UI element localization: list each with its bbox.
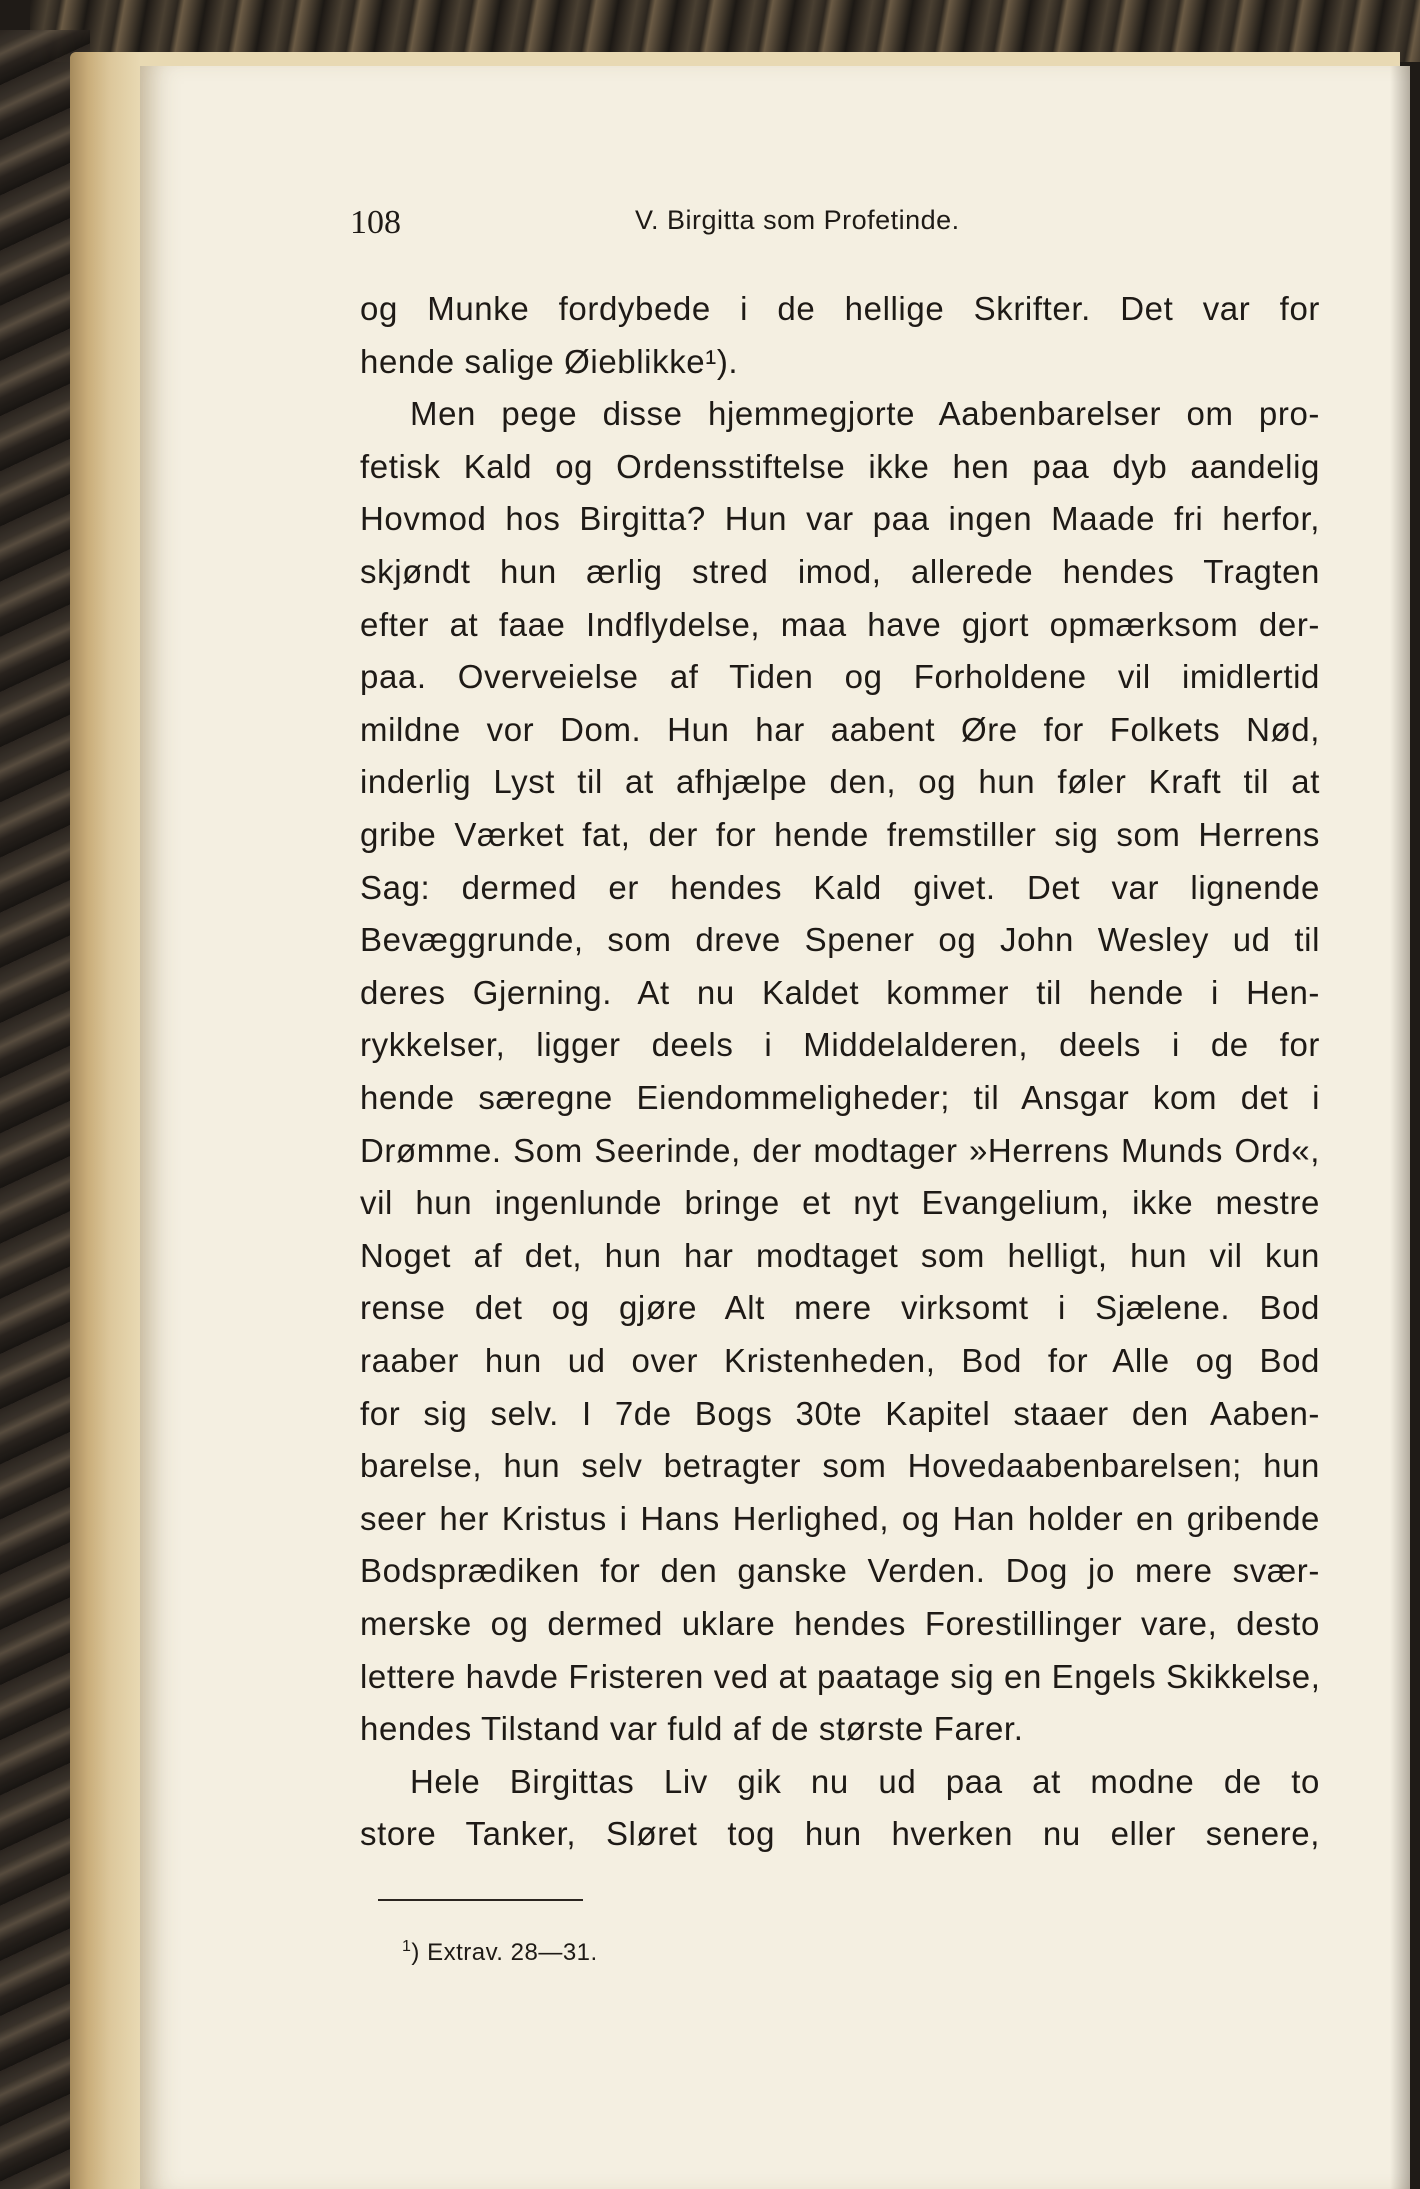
footnote-marker: 1 — [402, 1938, 412, 1955]
text-line: Drømme. Som Seerinde, der modtager »Herrens Munds Ord«, — [360, 1131, 1320, 1169]
text-line: merske og dermed uklare hendes Forestillinger vare, desto — [360, 1605, 1320, 1642]
text-line: lettere havde Fristeren ved at paatage sig en Engels Skikkelse, — [360, 1657, 1321, 1695]
chapter-heading: V. Birgitta som Profetinde. — [635, 205, 960, 235]
text-line: Noget af det, hun har modtaget som helligt, hun vil kun — [360, 1236, 1320, 1274]
text-line: gribe Værket fat, der for hende fremstiller sig som Herrens — [360, 816, 1320, 853]
text-line: hende salige Øieblikke¹). — [360, 342, 739, 380]
text-line: raaber hun ud over Kristenheden, Bod for Alle og Bod — [360, 1342, 1320, 1379]
page-number: 108 — [350, 204, 401, 241]
text-line: store Tanker, Sløret tog hun hverken nu eller senere, — [360, 1815, 1320, 1853]
footnote-text: ) Extrav. 28—31. — [411, 1939, 598, 1966]
text-line: deres Gjerning. At nu Kaldet kommer til hende i Hen- — [360, 973, 1320, 1011]
text-line: paa. Overveielse af Tiden og Forholdene vil imidlertid — [360, 658, 1320, 696]
text-line: Bodsprædiken for den ganske Verden. Dog jo mere svær- — [360, 1552, 1320, 1590]
text-line: for sig selv. I 7de Bogs 30te Kapitel staaer den Aaben- — [360, 1394, 1320, 1432]
text-line: hendes Tilstand var fuld af de største Farer. — [360, 1710, 1024, 1748]
text-line: fetisk Kald og Ordensstiftelse ikke hen paa dyb aandelig — [360, 447, 1320, 485]
text-line: Hovmod hos Birgitta? Hun var paa ingen Maade fri herfor, — [360, 500, 1320, 538]
text-line: hende særegne Eiendommeligheder; til Ansgar kom det i — [360, 1079, 1320, 1116]
text-line: rense det og gjøre Alt mere virksomt i Sjælene. Bod — [360, 1289, 1320, 1327]
book-page — [140, 66, 1410, 2189]
text-line: barelse, hun selv betragter som Hovedaabenbarelsen; hun — [360, 1447, 1320, 1485]
text-line: Bevæggrunde, som dreve Spener og John Wesley ud til — [360, 921, 1320, 959]
text-line: rykkelser, ligger deels i Middelalderen, deels i de for — [360, 1026, 1320, 1064]
footnote-rule — [378, 1899, 583, 1901]
text-line: vil hun ingenlunde bringe et nyt Evangelium, ikke mestre — [360, 1184, 1320, 1222]
text-line: inderlig Lyst til at afhjælpe den, og hun føler Kraft til at — [360, 763, 1320, 801]
text-line: skjøndt hun ærlig stred imod, allerede hendes Tragten — [360, 553, 1320, 590]
text-line: og Munke fordybede i de hellige Skrifter. Det var for — [360, 290, 1320, 327]
running-head — [350, 200, 1330, 240]
text-line: Sag: dermed er hendes Kald givet. Det var lignende — [360, 868, 1320, 906]
text-line: Men pege disse hjemmegjorte Aabenbarelser om pro- — [410, 395, 1320, 433]
text-line: Hele Birgittas Liv gik nu ud paa at modne de to — [410, 1762, 1320, 1800]
text-line: mildne vor Dom. Hun har aabent Øre for Folkets Nød, — [360, 710, 1320, 748]
text-line: efter at faae Indflydelse, maa have gjort opmærksom der- — [360, 605, 1320, 643]
text-line: seer her Kristus i Hans Herlighed, og Han holder en gribende — [360, 1499, 1320, 1537]
footnote — [402, 1938, 598, 1967]
